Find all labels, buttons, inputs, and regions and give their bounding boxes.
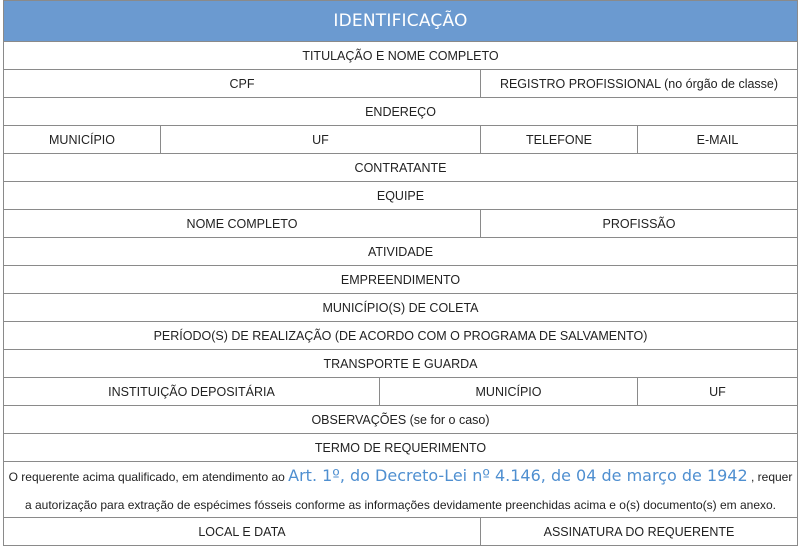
form-header: IDENTIFICAÇÃO (4, 1, 797, 42)
field-equipe: EQUIPE (376, 188, 425, 203)
legal-text-part2: , requer a autorização para extração de espécimes fósseis conforme as informações devidamente preenchidas acima e o(s) documento(s) em anexo. (24, 470, 793, 512)
row-termo (4, 434, 797, 462)
field-email: E-MAIL (696, 132, 739, 147)
field-local-data: LOCAL E DATA (4, 518, 481, 545)
row-contratante (4, 154, 797, 182)
law-reference-link[interactable]: Art. 1º, do Decreto-Lei nº 4.146, de 04 de março de 1942 (288, 466, 748, 485)
field-transporte: TRANSPORTE E GUARDA (323, 356, 478, 371)
field-registro: REGISTRO PROFISSIONAL (no órgão de classe) (499, 76, 779, 91)
field-uf-2: UF (709, 384, 726, 399)
row-contato (4, 126, 797, 154)
row-titulacao (4, 42, 797, 70)
field-assinatura: ASSINATURA DO REQUERENTE (543, 524, 735, 539)
field-periodos: PERÍODO(S) DE REALIZAÇÃO (DE ACORDO COM O PROGRAMA DE SALVAMENTO) (153, 328, 648, 343)
field-municipio: MUNICÍPIO (4, 126, 161, 153)
row-cpf-registro (4, 70, 797, 98)
field-municipio-2: MUNICÍPIO (380, 378, 638, 405)
field-cpf: CPF (4, 70, 481, 97)
row-local-assinatura (4, 518, 797, 545)
field-termo: TERMO DE REQUERIMENTO (314, 440, 487, 455)
field-instituicao: INSTITUIÇÃO DEPOSITÁRIA (4, 378, 380, 405)
field-municipios-coleta: MUNICÍPIO(S) DE COLETA (322, 300, 479, 315)
row-periodos (4, 322, 797, 350)
field-contratante: CONTRATANTE (354, 160, 447, 175)
legal-text (4, 462, 797, 518)
field-profissao: PROFISSÃO (602, 216, 676, 231)
legal-text-part1: O requerente acima qualificado, em atendimento ao (8, 470, 289, 484)
field-telefone: TELEFONE (481, 126, 638, 153)
field-atividade: ATIVIDADE (367, 244, 434, 259)
row-instituicao (4, 378, 797, 406)
field-titulacao: TITULAÇÃO E NOME COMPLETO (302, 48, 499, 63)
row-empreendimento (4, 266, 797, 294)
field-empreendimento: EMPREENDIMENTO (340, 272, 461, 287)
identification-form (3, 0, 798, 546)
field-endereco: ENDEREÇO (365, 104, 436, 119)
row-municipios-coleta (4, 294, 797, 322)
field-observacoes: OBSERVAÇÕES (se for o caso) (311, 412, 490, 427)
row-atividade (4, 238, 797, 266)
row-transporte (4, 350, 797, 378)
row-endereco (4, 98, 797, 126)
row-observacoes (4, 406, 797, 434)
row-nome-profissao (4, 210, 797, 238)
field-nome-completo: NOME COMPLETO (4, 210, 481, 237)
row-equipe (4, 182, 797, 210)
field-uf: UF (161, 126, 481, 153)
